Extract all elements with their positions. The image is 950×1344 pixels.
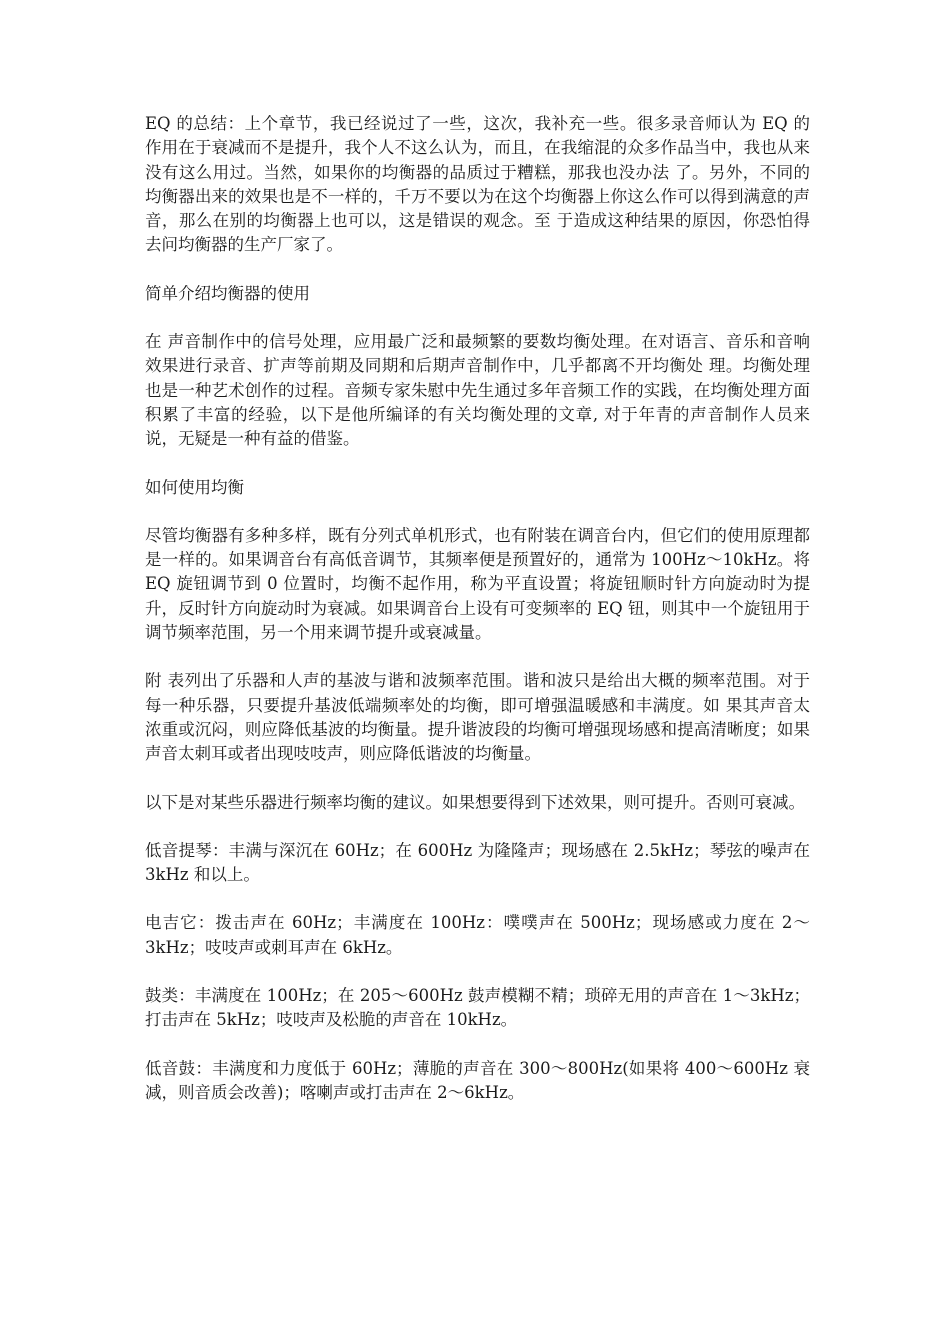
paragraph-electric-guitar: 电吉它：拨击声在 60Hz；丰满度在 100Hz：噗噗声在 500Hz；现场感或力度在 2～3kHz；吱吱声或刺耳声在 6kHz。 bbox=[145, 913, 810, 957]
section-heading-how-to-use-eq: 如何使用均衡 bbox=[145, 477, 244, 497]
paragraph-drums: 鼓类：丰满度在 100Hz；在 205～600Hz 鼓声模糊不精；琐碎无用的声音在 1～3kHz；打击声在 5kHz；吱吱声及松脆的声音在 10kHz。 bbox=[145, 986, 810, 1030]
section-heading-eq-intro: 简单介绍均衡器的使用 bbox=[145, 283, 310, 303]
paragraph-eq-summary: EQ 的总结：上个章节，我已经说过了一些，这次，我补充一些。很多录音师认为 EQ 的 作用在于衰减而不是提升，我个人不这么认为，而且，在我缩混的众多作品当中，我也从来没有这么用过。当然，如果你的均衡器的品质过于糟糕，那我也没办法 了。另外，不同的均衡器出来的效果也是不一样的，千万不要以为在这个均衡器上你这么作可以得到满意的声音，那么在别的均衡器上也可以，这是错误的观念。至 于造成这种结果的原因，你恐怕得去问均衡器的生产厂家了。 bbox=[145, 114, 810, 255]
paragraph-eq-principle: 尽管均衡器有多种多样，既有分列式单机形式，也有附装在调音台内，但它们的使用原理都是一样的。如果调音台有高低音调节，其频率便是预置好的，通常为 100Hz～10kHz。将 EQ 旋钮调节到 0 位置时，均衡不起作用，称为平直设置；将旋钮顺时针方向旋动时为提升，反时针方向旋动时为衰减。如果调音台上设有可变频率的 EQ 钮，则其中一个旋钮用于调节频率范围，另一个用来调节提升或衰减量。 bbox=[145, 525, 810, 643]
document-body bbox=[145, 112, 810, 1129]
paragraph-eq-processing: 在 声音制作中的信号处理，应用最广泛和最频繁的要数均衡处理。在对语言、音乐和音响效果进行录音、扩声等前期及同期和后期声音制作中，几乎都离不开均衡处 理。均衡处理也是一种艺术创作的过程。音频专家朱慰中先生通过多年音频工作的实践，在均衡处理方面积累了丰富的经验，以下是他所编译的有关均衡处理的文章, 对于年青的声音制作人员来说，无疑是一种有益的借鉴。 bbox=[145, 332, 810, 449]
paragraph-harmonic-range: 附 表列出了乐器和人声的基波与谐和波频率范围。谐和波只是给出大概的频率范围。对于每一种乐器，只要提升基波低端频率处的均衡，即可增强温暖感和丰满度。如 果其声音太浓重或沉闷，则应降低基波的均衡量。提升谐波段的均衡可增强现场感和提高清晰度；如果声音太刺耳或者出现吱吱声，则应降低谐波的均衡量。 bbox=[145, 671, 810, 764]
paragraph-suggestions-intro: 以下是对某些乐器进行频率均衡的建议。如果想要得到下述效果，则可提升。否则可衰减。 bbox=[145, 792, 805, 812]
paragraph-double-bass: 低音提琴：丰满与深沉在 60Hz；在 600Hz 为隆隆声；现场感在 2.5kHz；琴弦的噪声在 3kHz 和以上。 bbox=[145, 840, 810, 885]
paragraph-bass-drum: 低音鼓：丰满度和力度低于 60Hz；薄脆的声音在 300～800Hz(如果将 400～600Hz 衰减，则音质会改善)；喀喇声或打击声在 2～6kHz。 bbox=[145, 1058, 810, 1102]
